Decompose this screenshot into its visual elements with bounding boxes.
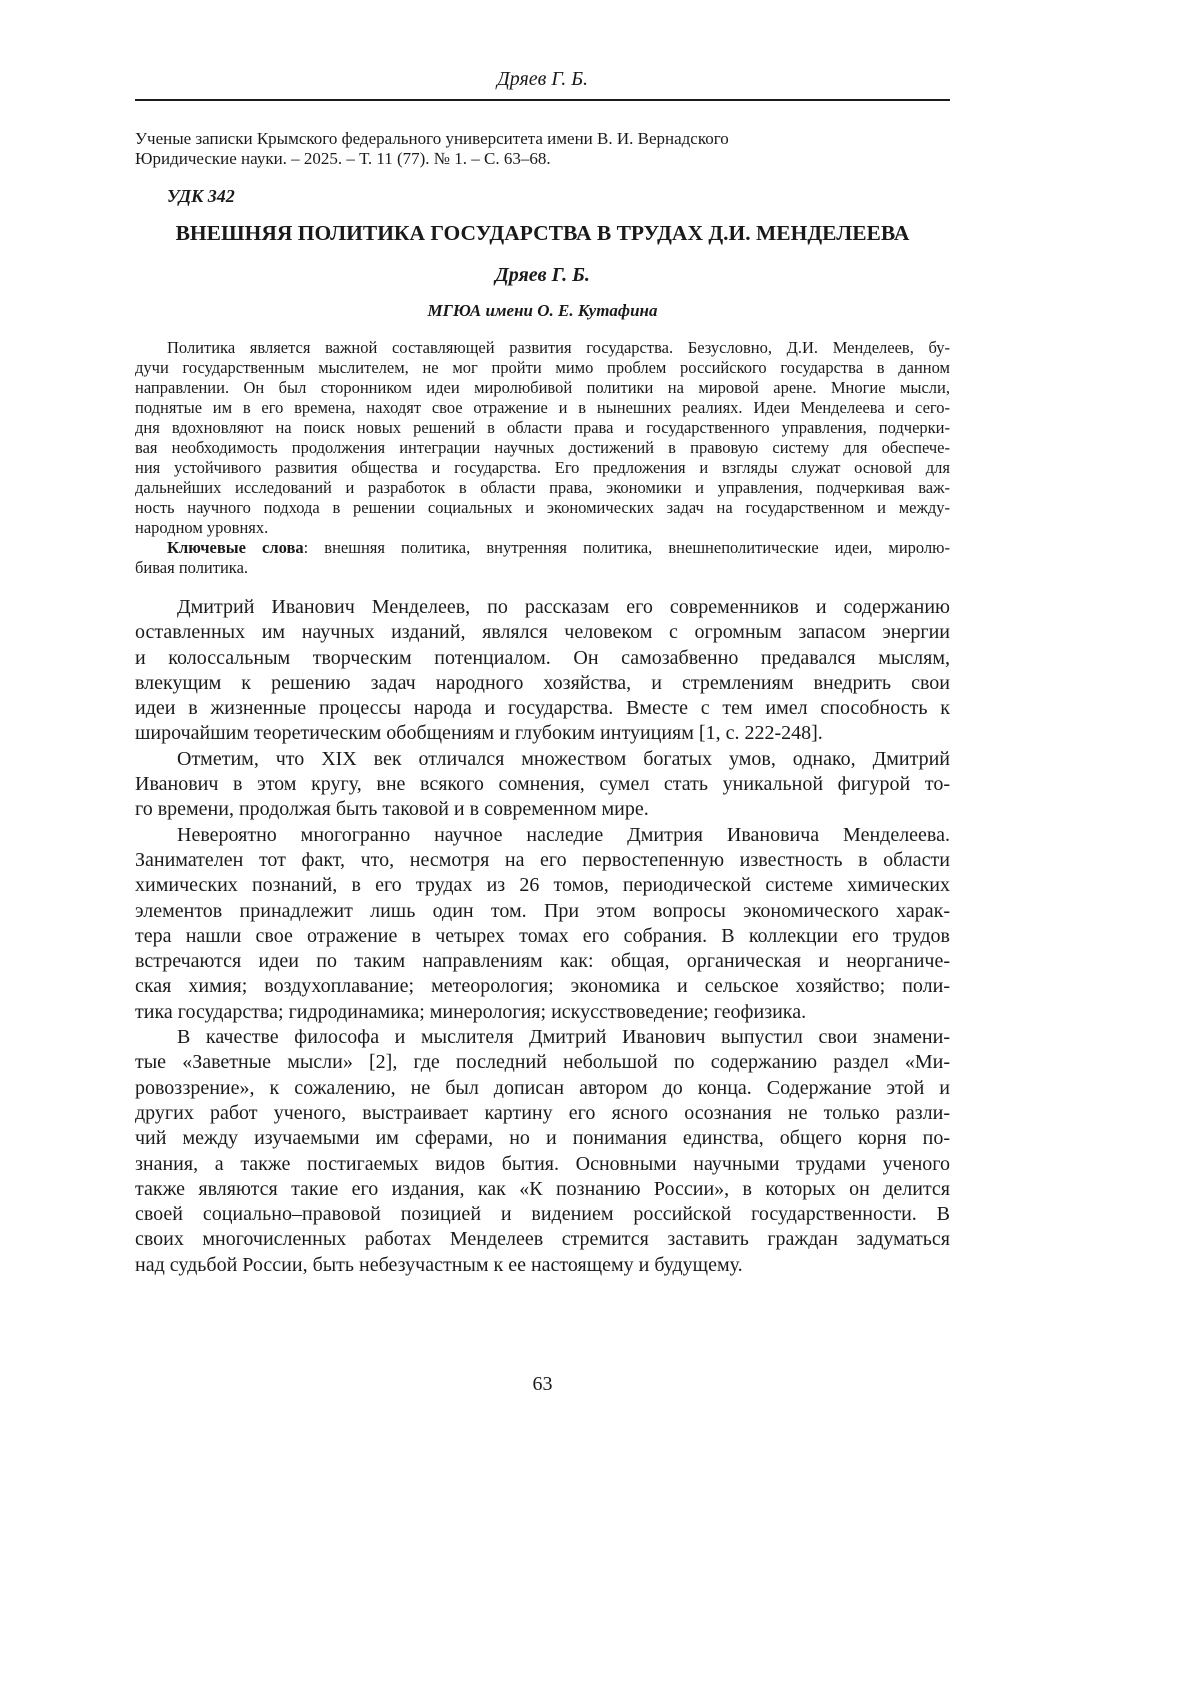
article-body: [135, 595, 950, 1278]
article-title: ВНЕШНЯЯ ПОЛИТИКА ГОСУДАРСТВА В ТРУДАХ Д.И. МЕНДЕЛЕЕВА: [175, 221, 910, 245]
abstract-line: дучи государственным мыслителем, не мог пройти мимо проблем российского государства в данном: [135, 358, 950, 377]
text-line: и колоссальным творческим потенциалом. Он самозабвенно предавался мыслям,: [135, 646, 950, 669]
paragraph: [135, 595, 950, 747]
abstract-line: поднятые им в его времена, находят свое отражение и в нынешних реалиях. Идеи Менделеева и сего-: [135, 398, 950, 417]
citation: [135, 129, 950, 168]
text-line: ровоззрение», к сожалению, не был дописан автором до конца. Содержание этой и: [135, 1076, 950, 1099]
keywords-label: Ключевые слова: [167, 538, 304, 557]
text-line: элементов принадлежит лишь один том. При этом вопросы экономического харак-: [135, 899, 950, 922]
abstract-line: направлении. Он был сторонником идеи миролюбивой политики на мировой арене. Многие мысли,: [135, 378, 950, 397]
abstract-line: Политика является важной составляющей развития государства. Безусловно, Д.И. Менделеев, бу-: [167, 338, 950, 357]
abstract-line: ность научного подхода в решении социальных и экономических задач на государственном и между-: [135, 498, 950, 517]
text-line: также являются такие его издания, как «К познанию России», в которых он делится: [135, 1177, 950, 1200]
header-rule: [135, 99, 950, 101]
keywords-line: [135, 538, 950, 558]
abstract-line: вая необходимость продолжения интеграции научных достижений в правовую систему для обеспече-: [135, 438, 950, 457]
text-line: Дмитрий Иванович Менделеев, по рассказам его современников и содержанию: [177, 596, 950, 618]
text-line: химических познаний, в его трудах из 26 томов, периодической системе химических: [135, 874, 950, 897]
abstract: [135, 338, 950, 578]
text-line: чий между изучаемыми им сферами, но и понимания единства, общего корня по-: [135, 1127, 950, 1150]
text-line: над судьбой России, быть небезучастным к ее настоящему и будущему.: [135, 1253, 743, 1276]
citation-line-1: Ученые записки Крымского федерального университета имени В. И. Вернадского: [135, 129, 729, 148]
abstract-line: ния устойчивого развития общества и государства. Его предложения и взгляды служат основой для: [135, 458, 950, 477]
abstract-line: дальнейших исследований и разработок в области права, экономики и управления, подчеркивая важ-: [135, 478, 950, 497]
paragraph: [135, 1025, 950, 1278]
keywords-text: : внешняя политика, внутренняя политика, внешнеполитические идеи, миролю-: [303, 538, 950, 557]
udk-code: УДК 342: [167, 186, 235, 206]
text-line: оставленных им научных изданий, являлся человеком с огромным запасом энергии: [135, 621, 950, 644]
text-line: тые «Заветные мысли» [2], где последний небольшой по содержанию раздел «Ми-: [135, 1051, 950, 1074]
keywords-line: бивая политика.: [135, 558, 249, 577]
text-line: тика государства; гидродинамика; минерология; искусствоведение; геофизика.: [135, 1000, 807, 1023]
text-line: тера нашли свое отражение в четырех томах его собрания. В коллекции его трудов: [135, 924, 950, 947]
text-line: Иванович в этом кругу, вне всякого сомнения, сумел стать уникальной фигурой то-: [135, 773, 950, 796]
citation-line-2: Юридические науки. – 2025. – Т. 11 (77). № 1. – С. 63–68.: [135, 148, 551, 168]
abstract-line: народном уровнях.: [135, 518, 269, 537]
running-head: Дряев Г. Б.: [497, 68, 588, 90]
page-number: 63: [532, 1373, 553, 1396]
text-line: других работ ученого, выстраивает картину его ясного осознания не только разли-: [135, 1101, 950, 1124]
text-block: [135, 0, 950, 1396]
text-line: ская химия; воздухоплавание; метеорология; экономика и сельское хозяйство; поли-: [135, 975, 950, 998]
article-author: Дряев Г. Б.: [495, 264, 590, 286]
paragraph: [135, 747, 950, 823]
text-line: го времени, продолжая быть таковой и в современном мире.: [135, 798, 649, 821]
abstract-line: дня вдохновляют на поиск новых решений в области права и государственного управления, подчерки-: [135, 418, 950, 437]
text-line: В качестве философа и мыслителя Дмитрий Иванович выпустил свои знамени-: [177, 1026, 950, 1049]
text-line: Невероятно многогранно научное наследие Дмитрия Ивановича Менделеева.: [177, 823, 950, 846]
text-line: своих многочисленных работах Менделеев стремится заставить граждан задуматься: [135, 1228, 950, 1251]
paragraph: [135, 823, 950, 1025]
text-line: Отметим, что XIX век отличался множеством богатых умов, однако, Дмитрий: [177, 747, 950, 770]
text-line: встречаются идеи по таким направлениям как: общая, органическая и неорганиче-: [135, 950, 950, 973]
text-line: своей социально–правовой позицией и видением российской государственности. В: [135, 1203, 950, 1226]
text-line: Занимателен тот факт, что, несмотря на его первостепенную известность в области: [135, 848, 950, 871]
text-line: влекущим к решению задач народного хозяйства, и стремлениям внедрить свои: [135, 671, 950, 694]
text-line: широчайшим теоретическим обобщениям и глубоким интуициям [1, с. 222-248].: [135, 722, 823, 745]
article-affiliation: МГЮА имени О. Е. Кутафина: [427, 301, 658, 320]
text-line: знания, а также постигаемых видов бытия. Основными научными трудами ученого: [135, 1152, 950, 1175]
text-line: идеи в жизненные процессы народа и государства. Вместе с тем имел способность к: [135, 697, 950, 720]
